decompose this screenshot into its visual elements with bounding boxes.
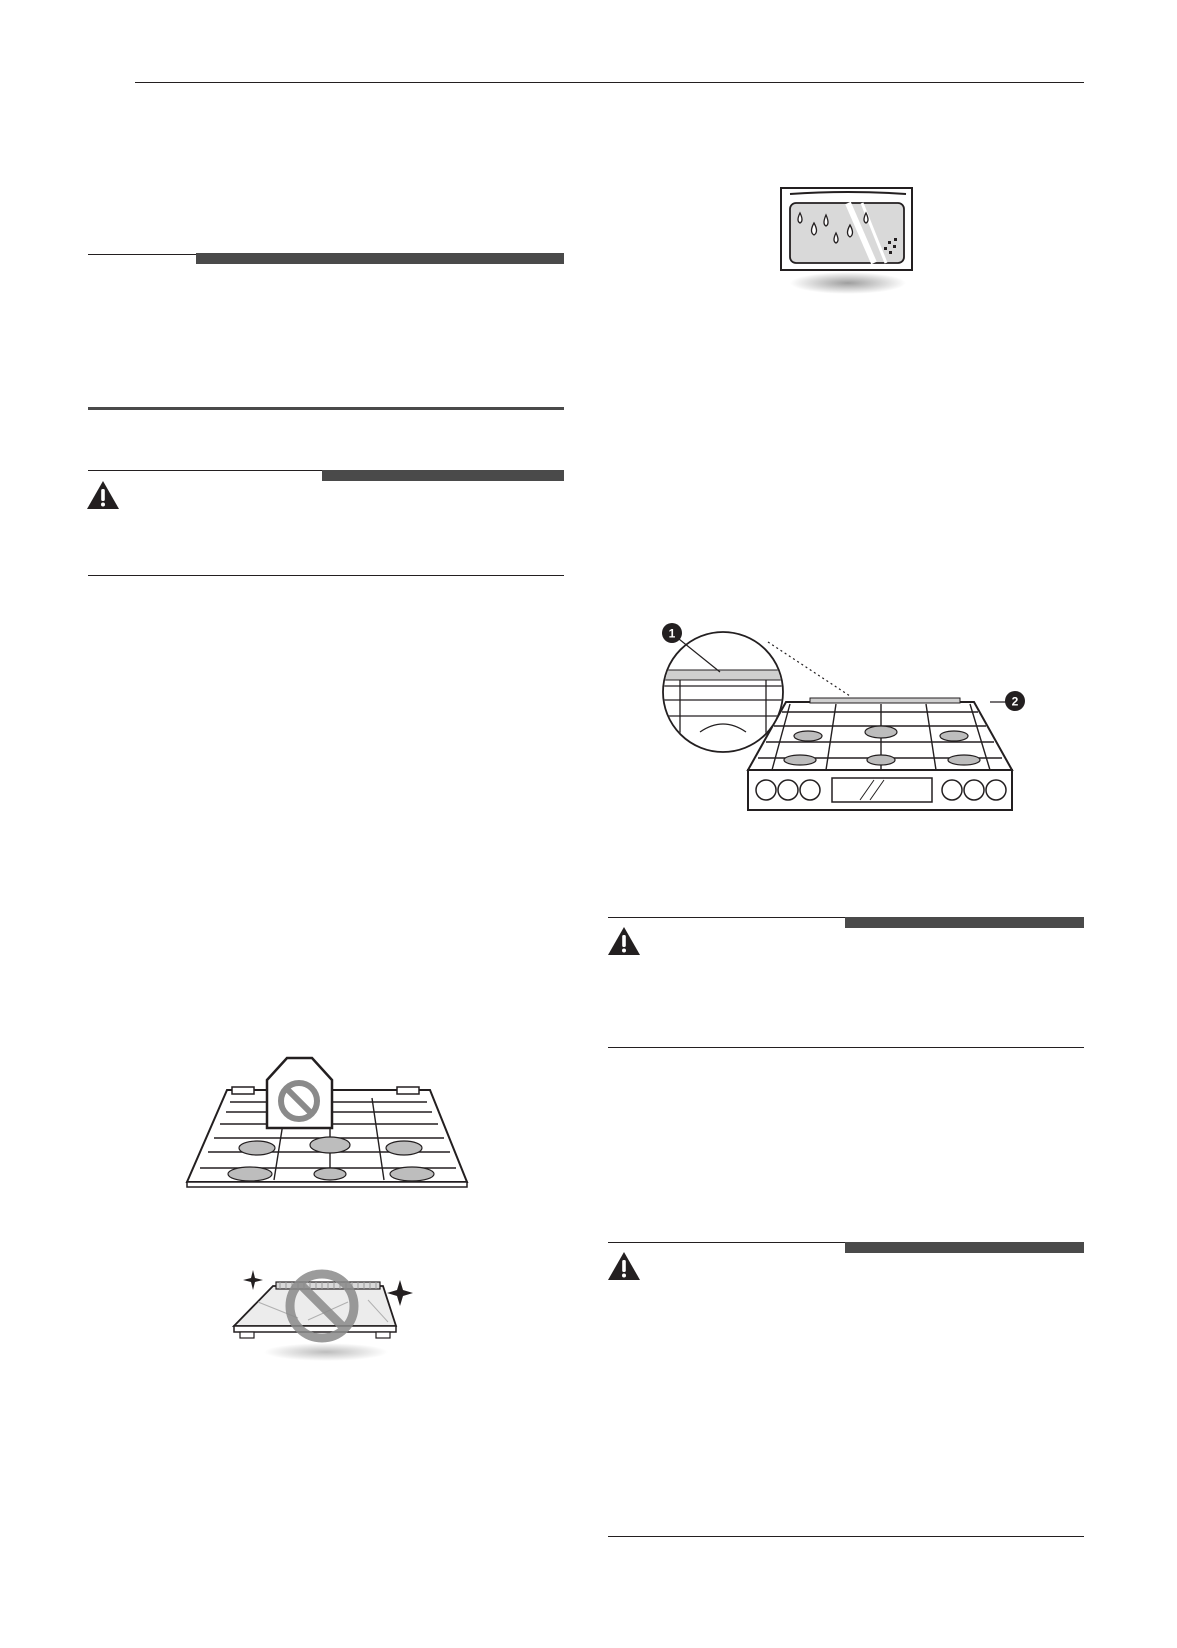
section-a-bottom-rule: [88, 407, 564, 410]
warning-triangle-icon: [86, 480, 120, 510]
warning-triangle-icon: [607, 1251, 641, 1281]
section-b-header-bar: [322, 470, 564, 481]
cooktop-callout-illustration: [660, 620, 1030, 820]
grate-no-dishwasher-illustration: [228, 1262, 418, 1362]
svg-text:1: 1: [668, 626, 676, 641]
section-b-bottom-rule: [88, 575, 564, 576]
section-c-bottom-rule: [608, 1047, 1084, 1048]
cooktop-no-cover-illustration: [182, 1050, 472, 1190]
callout-2: [1005, 691, 1025, 711]
section-d-header-bar: [845, 1242, 1084, 1253]
warning-triangle-icon: [607, 926, 641, 956]
callout-1: [662, 623, 682, 643]
page-header-rule: [135, 82, 1084, 83]
section-c-header-bar: [845, 917, 1084, 928]
section-a-header-bar: [196, 253, 564, 264]
svg-text:2: 2: [1011, 694, 1019, 709]
section-d-bottom-rule: [608, 1536, 1084, 1537]
oven-door-glass-illustration: [778, 185, 918, 297]
